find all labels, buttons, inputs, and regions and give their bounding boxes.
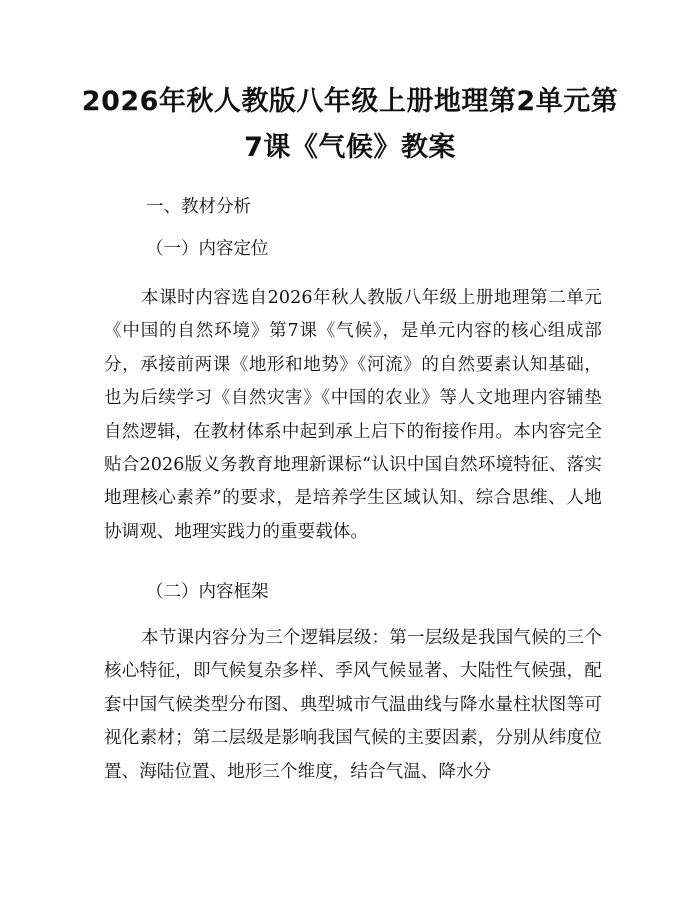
paragraph-content-framework: 本节课内容分为三个逻辑层级：第一层级是我国气候的三个核心特征，即气候复杂多样、季风气候显著、大陆性气候强，配套中国气候类型分布图、典型城市气温曲线与降水量柱状图等可视化素材；第二层级是影响我国气候的主要因素，分别从纬度位置、海陆位置、地形三个维度，结合气温、降水分 bbox=[104, 628, 602, 782]
subsection-heading-content-positioning: （一）内容定位 bbox=[146, 239, 269, 259]
document-title-line-1: 2026年秋人教版八年级上册地理第2单元第 bbox=[81, 86, 619, 117]
paragraph-content-positioning: 本课时内容选自2026年秋人教版八年级上册地理第二单元《中国的自然环境》第7课《气候》，是单元内容的核心组成部分，承接前两课《地形和地势》《河流》的自然要素认知基础，也为后续学习《自然灾害》《中国的农业》等人文地理内容铺垫自然逻辑，在教材体系中起到承上启下的衔接作用。本内容完全贴合2026版义务教育地理新课标“认识中国自然环境特征、落实地理核心素养”的要求，是培养学生区域认知、综合思维、人地协调观、地理实践力的重要载体。 bbox=[104, 288, 602, 542]
section-heading-textbook-analysis: 一、教材分析 bbox=[146, 197, 251, 217]
subsection-heading-content-framework: （二）内容框架 bbox=[146, 582, 269, 602]
document-title-line-2: 7课《气候》教案 bbox=[244, 132, 456, 163]
